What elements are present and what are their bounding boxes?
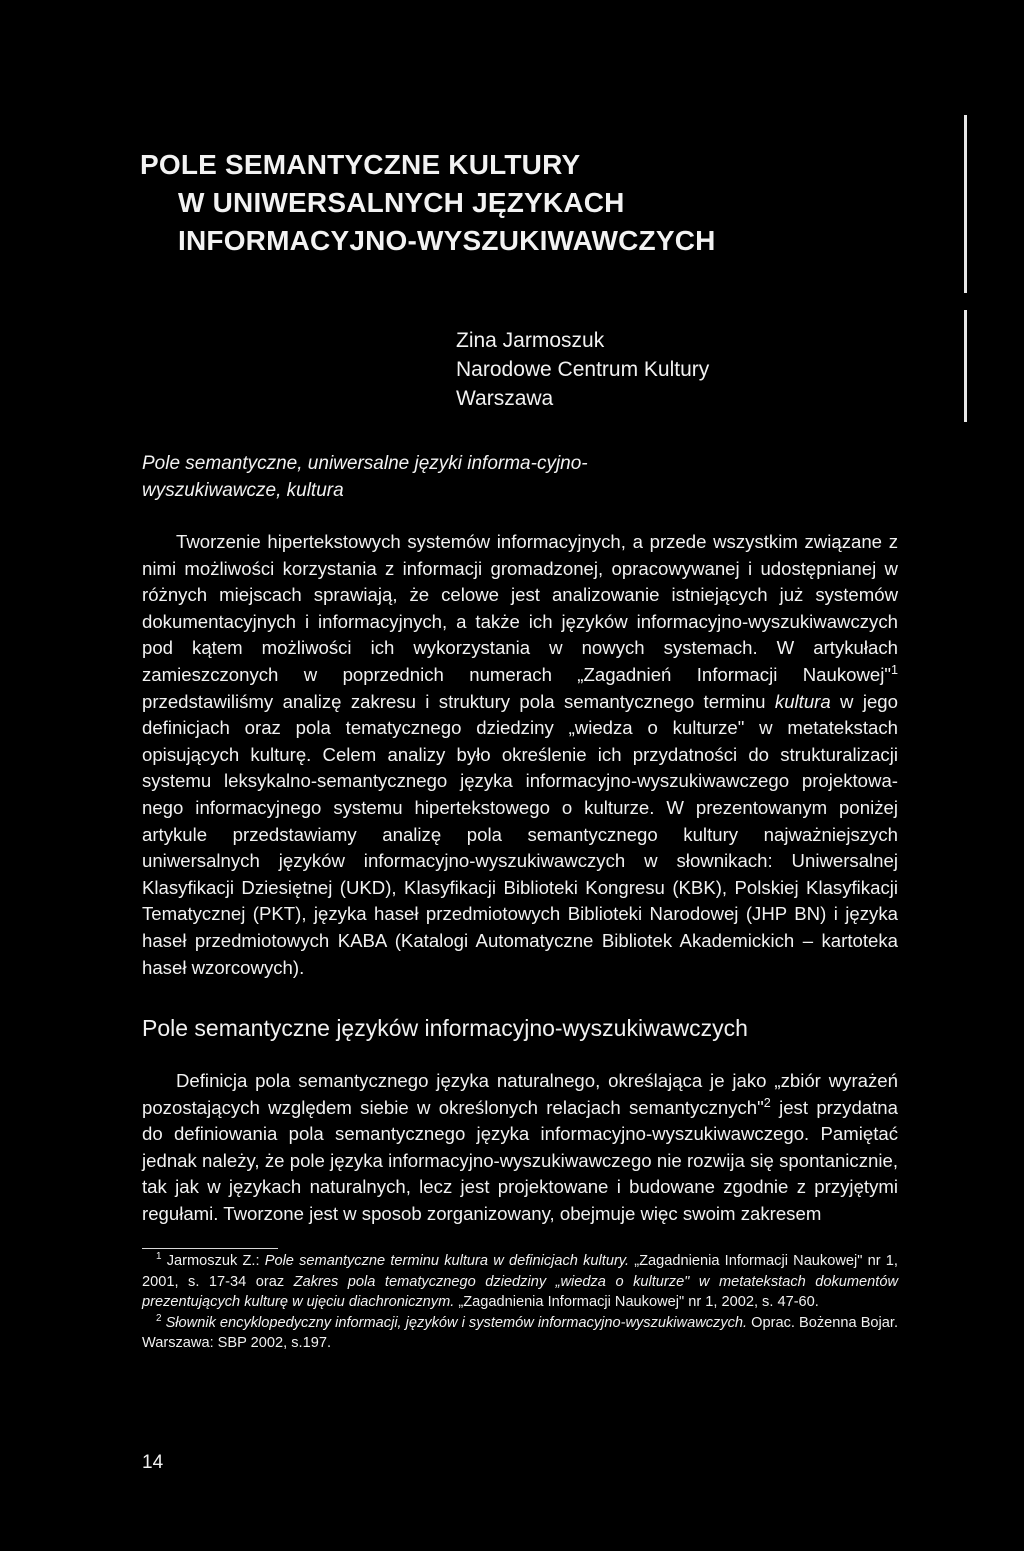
footnote-title: Słownik encyklopedyczny informacji, języków i systemów informacyjno-wyszukiwawczych. [165, 1314, 748, 1331]
footnote-text: „Zagadnienia Informacji Naukowej" nr 1, 2001, s. 17-34 oraz [142, 1253, 898, 1290]
section-heading: Pole semantyczne języków informacyjno-wyszukiwawczych [142, 1015, 748, 1041]
keywords: Pole semantyczne, uniwersalne języki informa-cyjno-wyszukiwawcze, kultura [142, 453, 588, 501]
footnote-title: Pole semantyczne terminu kultura w definicjach kultury. [264, 1253, 630, 1269]
paragraph-definition-text-2: jest przydatna do definiowania pola semantycznego języka informacyjno-wyszukiwawczego. Pamiętać jednak należy, że pole języka informacyjno-wyszukiwawczego nie rozwija się spontanicznie, tak jak w językach naturalnych, lecz jest projektowane i budowane zgodnie z przyjętymi regułami. Tworzone jest w sposob zorganizowany, obejmuje więc swoim zakresem [142, 1096, 898, 1224]
footnote-ref-2: 2 [763, 1095, 771, 1110]
author-city: Warszawa [456, 387, 554, 410]
footnotes [142, 1251, 898, 1354]
author-block [456, 326, 876, 413]
article-title [140, 146, 900, 260]
footnote-text: Jarmoszuk Z.: [161, 1253, 265, 1269]
paragraph-intro-text-1: Tworzenie hipertekstowych systemów informacyjnych, a przede wszystkim związane z nimi możliwości korzystania z informacji gromadzonej, opracowywanej i udostępnianej w różnych miejscach sprawiają, że celowe jest analizowanie istniejących już systemów dokumentacyjnych i informacyjnych, a także ich języków informacyjno-wyszukiwawczych pod kątem możliwości ich wykorzystania w nowych systemach. W artykułach zamieszczonych w poprzednich numerach „Zagadnień Informacji Naukowej" [142, 531, 898, 685]
term-kultura: kultura [774, 690, 831, 712]
title-line-2: W UNIWERSALNYCH JĘZYKACH [178, 187, 625, 218]
paragraph-intro-text-2: przedstawiliśmy analizę zakresu i struktury pola semantycznego terminu [142, 690, 775, 712]
author-name: Zina Jarmoszuk [456, 329, 605, 352]
footnote-text: „Zagadnienia Informacji Naukowej" nr 1, 2002, s. 47-60. [454, 1294, 819, 1310]
footnote-number: 1 [156, 1251, 162, 1263]
paragraph-intro-text-3: w jego definicjach oraz pola tematycznego dziedziny „wiedza o kulturze" w metatekstach opisujących kulturę. Celem analizy było określenie ich przydatności do strukturalizacji systemu leksykalno-semantycznego języka informacyjno-wyszukiwawczego projektowanego informacyjnego systemu hipertekstowego o kulturze. W prezentowanym poniżej artykule przedstawiamy analizę pola semantycznego kultury najważniejszych uniwersalnych języków informacyjno-wyszukiwawczych w słownikach: Uniwersalnej Klasyfikacji Dziesiętnej (UKD), Klasyfikacji Biblioteki Kongresu (KBK), Polskiej Klasyfikacji Tematycznej (PKT), języka haseł przedmiotowych Biblioteki Narodowej (JHP BN) i języka haseł przedmiotowych KABA (Katalogi Automatyczne Bibliotek Akademickich – kartoteka haseł wzorcowych). [142, 690, 898, 978]
page-number: 14 [142, 1452, 164, 1473]
paragraph-definition [142, 1068, 898, 1228]
footnote-ref-1: 1 [890, 662, 898, 677]
title-line-3: INFORMACYJNO-WYSZUKIWAWCZYCH [178, 225, 716, 256]
page-edge-line [964, 115, 967, 293]
title-line-1: POLE SEMANTYCZNE KULTURY [140, 149, 581, 180]
footnote-separator [142, 1248, 278, 1249]
paragraph-intro [142, 529, 898, 981]
footnote-text: Oprac. Bożenna Bojar. Warszawa: SBP 2002, s.197. [142, 1314, 899, 1351]
footnote-2 [142, 1313, 898, 1354]
footnote-number: 2 [156, 1312, 162, 1324]
footnote-title: Zakres pola tematycznego dziedziny „wiedza o kulturze" w metatekstach dokumentów prezentujących kulturę w ujęciu diachronicznym. [142, 1273, 898, 1310]
page-edge-line [964, 310, 967, 422]
paragraph-definition-text-1: Definicja pola semantycznego języka naturalnego, określająca je jako „zbiór wyrażeń pozostających względem siebie w określonych relacjach semantycznych" [142, 1070, 898, 1118]
author-institution: Narodowe Centrum Kultury [456, 358, 710, 381]
footnote-1 [142, 1251, 898, 1313]
